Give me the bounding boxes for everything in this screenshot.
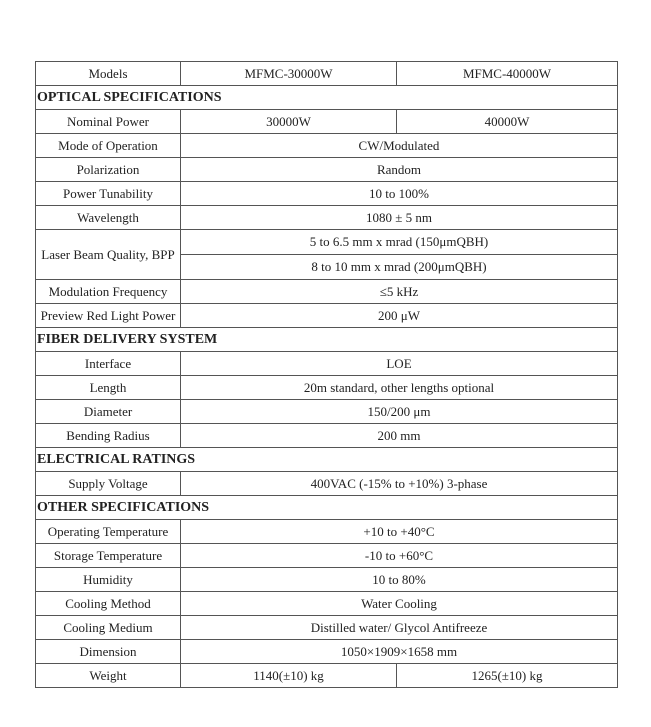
row-label: Operating Temperature bbox=[36, 520, 181, 544]
table-row bbox=[36, 520, 618, 544]
table-row bbox=[36, 206, 618, 230]
table-row bbox=[36, 182, 618, 206]
row-label: Modulation Frequency bbox=[36, 280, 181, 304]
table-row bbox=[36, 230, 618, 255]
row-label: Bending Radius bbox=[36, 424, 181, 448]
table-row bbox=[36, 544, 618, 568]
model-a-name: MFMC-30000W bbox=[181, 62, 397, 86]
row-value-b: 40000W bbox=[397, 110, 618, 134]
row-value: 1080 ± 5 nm bbox=[181, 206, 618, 230]
row-value: 10 to 80% bbox=[181, 568, 618, 592]
header-row bbox=[36, 62, 618, 86]
models-label: Models bbox=[36, 62, 181, 86]
row-label: Supply Voltage bbox=[36, 472, 181, 496]
section-optical: OPTICAL SPECIFICATIONS bbox=[36, 86, 618, 110]
table-row bbox=[36, 424, 618, 448]
row-label: Length bbox=[36, 376, 181, 400]
table-row bbox=[36, 376, 618, 400]
spec-table bbox=[35, 61, 618, 688]
row-value-b: 1265(±10) kg bbox=[397, 664, 618, 688]
table-row bbox=[36, 110, 618, 134]
section-other: OTHER SPECIFICATIONS bbox=[36, 496, 618, 520]
row-label: Mode of Operation bbox=[36, 134, 181, 158]
row-value: 10 to 100% bbox=[181, 182, 618, 206]
model-b-name: MFMC-40000W bbox=[397, 62, 618, 86]
row-label: Storage Temperature bbox=[36, 544, 181, 568]
table-row bbox=[36, 640, 618, 664]
table-row bbox=[36, 158, 618, 182]
row-value: Water Cooling bbox=[181, 592, 618, 616]
section-electrical: ELECTRICAL RATINGS bbox=[36, 448, 618, 472]
row-value: -10 to +60°C bbox=[181, 544, 618, 568]
row-label: Cooling Medium bbox=[36, 616, 181, 640]
row-value: +10 to +40°C bbox=[181, 520, 618, 544]
section-fiber: FIBER DELIVERY SYSTEM bbox=[36, 328, 618, 352]
row-value: 200 μW bbox=[181, 304, 618, 328]
table-row bbox=[36, 304, 618, 328]
row-value: 400VAC (-15% to +10%) 3-phase bbox=[181, 472, 618, 496]
table-row bbox=[36, 134, 618, 158]
table-row bbox=[36, 592, 618, 616]
row-value: 20m standard, other lengths optional bbox=[181, 376, 618, 400]
row-label: Wavelength bbox=[36, 206, 181, 230]
row-label: Weight bbox=[36, 664, 181, 688]
row-value: CW/Modulated bbox=[181, 134, 618, 158]
row-value: 150/200 μm bbox=[181, 400, 618, 424]
row-value: Random bbox=[181, 158, 618, 182]
row-label: Humidity bbox=[36, 568, 181, 592]
row-value: 8 to 10 mm x mrad (200μmQBH) bbox=[181, 255, 618, 280]
table-row bbox=[36, 352, 618, 376]
table-row bbox=[36, 568, 618, 592]
table-row bbox=[36, 664, 618, 688]
row-value: 5 to 6.5 mm x mrad (150μmQBH) bbox=[181, 230, 618, 255]
row-label: Dimension bbox=[36, 640, 181, 664]
row-label: Interface bbox=[36, 352, 181, 376]
table-row bbox=[36, 616, 618, 640]
table-row bbox=[36, 472, 618, 496]
row-label: Diameter bbox=[36, 400, 181, 424]
row-value: ≤5 kHz bbox=[181, 280, 618, 304]
row-value-a: 1140(±10) kg bbox=[181, 664, 397, 688]
row-label: Power Tunability bbox=[36, 182, 181, 206]
table-row bbox=[36, 280, 618, 304]
row-label: Nominal Power bbox=[36, 110, 181, 134]
row-label: Cooling Method bbox=[36, 592, 181, 616]
row-value-a: 30000W bbox=[181, 110, 397, 134]
row-value: 200 mm bbox=[181, 424, 618, 448]
table-row bbox=[36, 400, 618, 424]
row-value: LOE bbox=[181, 352, 618, 376]
row-label: Preview Red Light Power bbox=[36, 304, 181, 328]
row-value: Distilled water/ Glycol Antifreeze bbox=[181, 616, 618, 640]
row-value: 1050×1909×1658 mm bbox=[181, 640, 618, 664]
row-label: Polarization bbox=[36, 158, 181, 182]
row-label: Laser Beam Quality, BPP bbox=[36, 230, 181, 280]
